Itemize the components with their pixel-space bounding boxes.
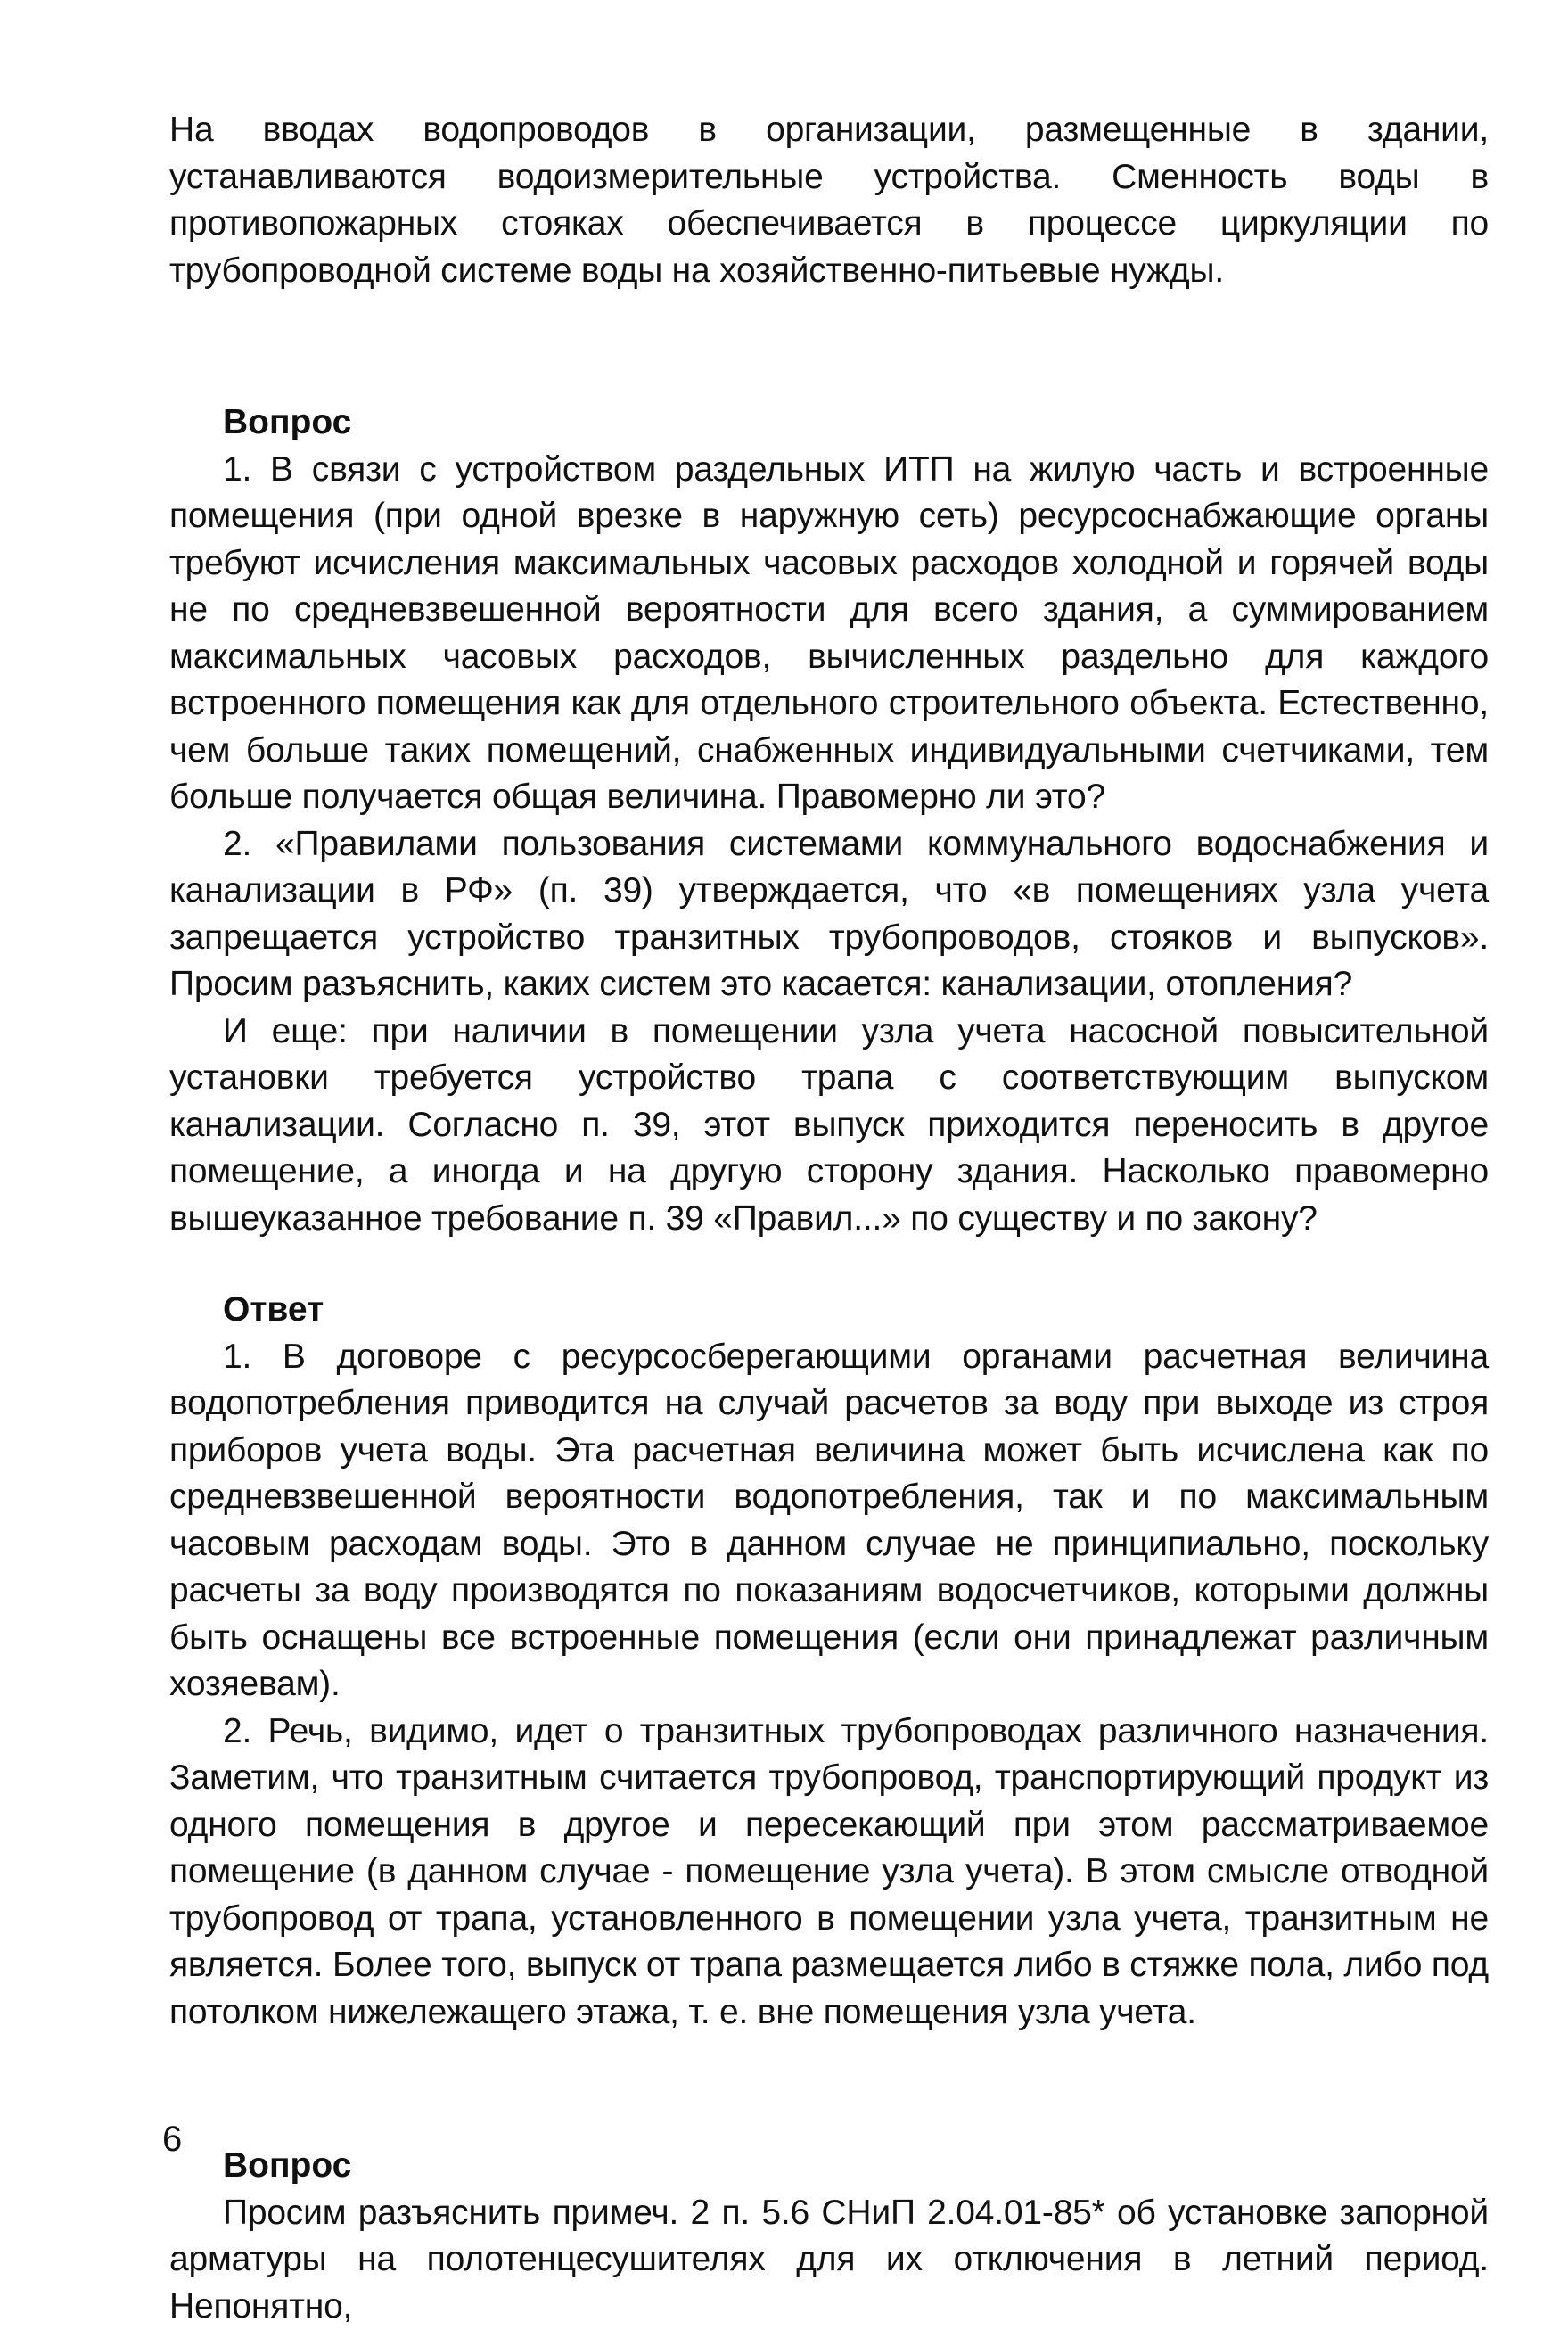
question-section-2: [169, 2143, 1489, 2330]
answer-heading: Ответ: [169, 1287, 1489, 1334]
question-heading-2: Вопрос: [169, 2143, 1489, 2190]
question-section-1: [169, 399, 1489, 1242]
question-paragraph-3: И еще: при наличии в помещении узла учета насосной повысительной установки требуется устройство трапа с соответствующим выпуском канализации. Согласно п. 39, этот выпуск приходится переносить в другое помещение, а иногда и на другую сторону здания. Насколько правомерно вышеуказанное требование п. 39 «Правил...» по существу и по закону?: [169, 1009, 1489, 1243]
question2-paragraph-1: Просим разъяснить примеч. 2 п. 5.6 СНиП 2.04.01-85* об установке запорной арматуры на полотенцесушителях для их отключения в летний период. Непонятно,: [169, 2190, 1489, 2330]
section-gap: [169, 1242, 1489, 1287]
question-heading: Вопрос: [169, 399, 1489, 447]
question-paragraph-1: 1. В связи с устройством раздельных ИТП на жилую часть и встроенные помещения (при одной врезке в наружную сеть) ресурсоснабжающие органы требуют исчисления максимальных часовых расходов холодной и горячей воды не по средневзвешенной вероятности для всего здания, а суммированием максимальных часовых расходов, вычисленных раздельно для каждого встроенного помещения как для отдельного строительного объекта. Естественно, чем больше таких помещений, снабженных индивидуальными счетчиками, тем больше получается общая величина. Правомерно ли это?: [169, 447, 1489, 821]
question-paragraph-2: 2. «Правилами пользования системами коммунального водоснабжения и канализации в РФ» (п. 39) утверждается, что «в помещениях узла учета запрещается устройство транзитных трубопроводов, стояков и выпусков». Просим разъяснить, каких систем это касается: канализации, отопления?: [169, 821, 1489, 1009]
intro-paragraph: На вводах водопроводов в организации, размещенные в здании, устанавливаются водоизмерительные устройства. Сменность воды в противопожарных стояках обеспечивается в процессе циркуляции по трубопроводной системе воды на хозяйственно-питьевые нужды.: [169, 107, 1489, 294]
page-number: 6: [162, 2118, 182, 2161]
document-page: [169, 107, 1489, 2330]
answer-paragraph-2: 2. Речь, видимо, идет о транзитных трубопроводах различного назначения. Заметим, что транзитным считается трубопровод, транспортирующий продукт из одного помещения в другое и пересекающий при этом рассматриваемое помещение (в данном случае - помещение узла учета). В этом смысле отводной трубопровод от трапа, установленного в помещении узла учета, транзитным не является. Более того, выпуск от трапа размещается либо в стяжке пола, либо под потолком нижележащего этажа, т. е. вне помещения узла учета.: [169, 1708, 1489, 2037]
section-gap: [169, 294, 1489, 399]
section-gap: [169, 2036, 1489, 2143]
answer-section-1: [169, 1287, 1489, 2036]
answer-paragraph-1: 1. В договоре с ресурсосберегающими органами расчетная величина водопотребления приводится на случай расчетов за воду при выходе из строя приборов учета воды. Эта расчетная величина может быть исчислена как по средневзвешенной вероятности водопотребления, так и по максимальным часовым расходам воды. Это в данном случае не принципиально, поскольку расчеты за воду производятся по показаниям водосчетчиков, которыми должны быть оснащены все встроенные помещения (если они принадлежат различным хозяевам).: [169, 1334, 1489, 1708]
